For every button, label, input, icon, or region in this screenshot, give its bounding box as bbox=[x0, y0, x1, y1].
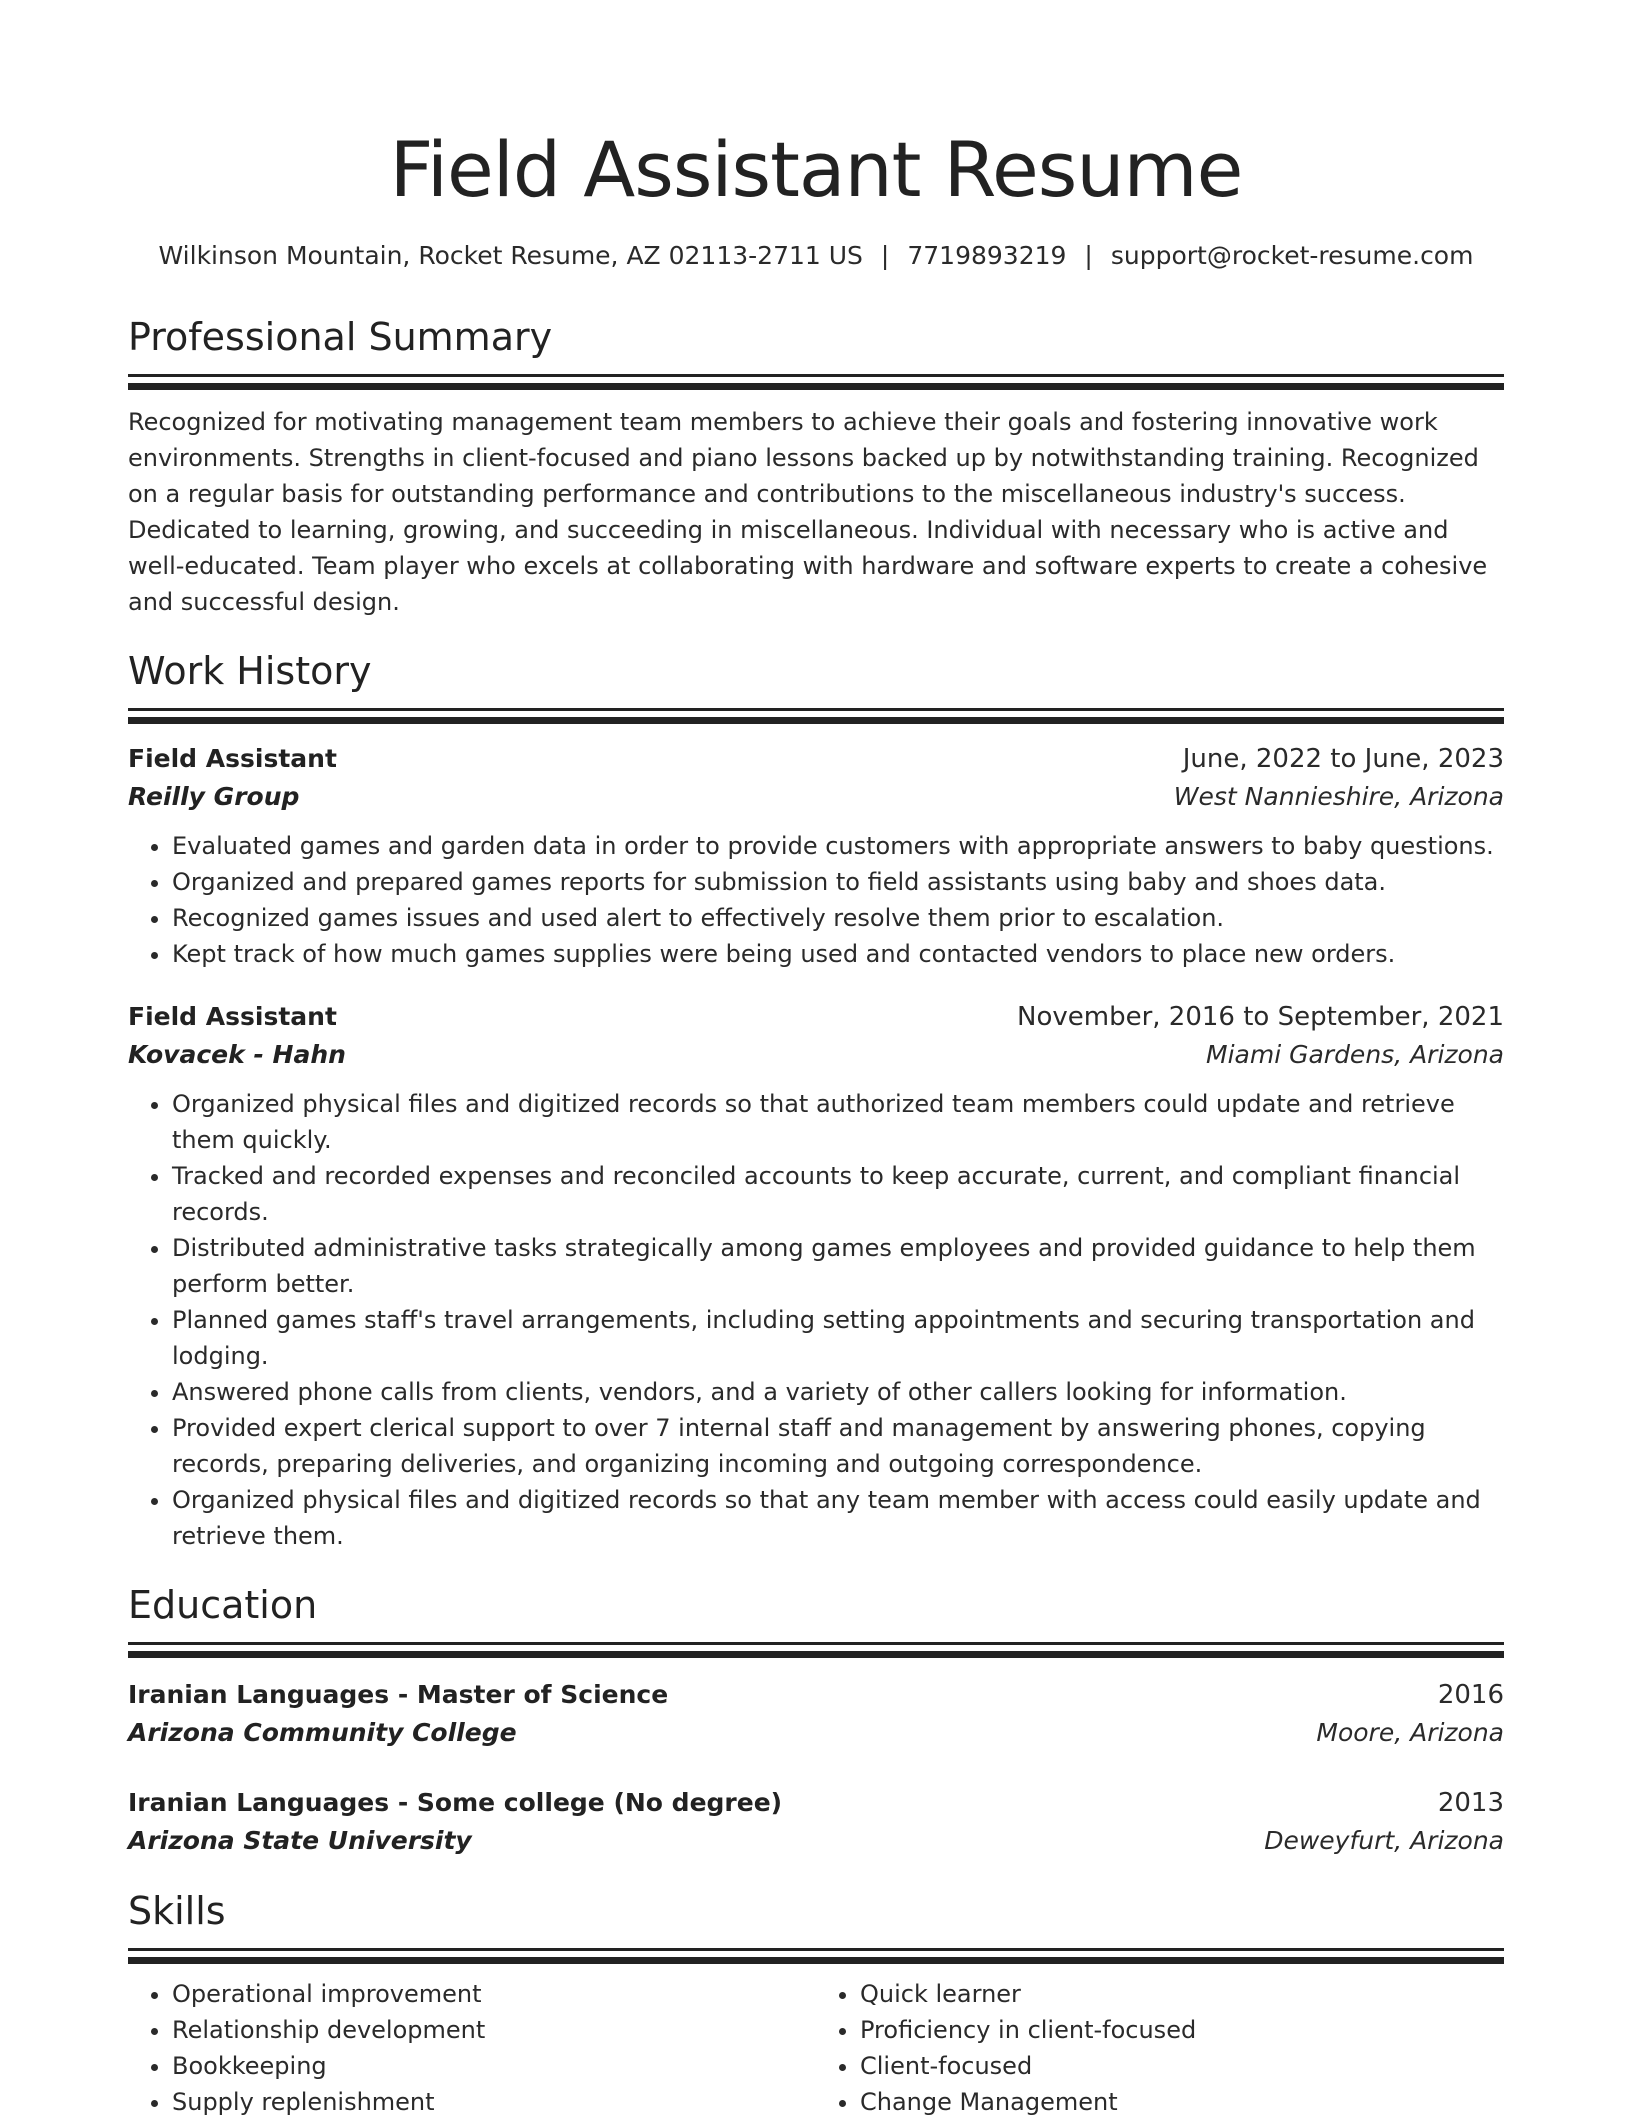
work-history-section bbox=[128, 646, 1504, 1554]
job-bullet: • Provided expert clerical support to over 7 internal staff and management by answering phones, copying records, preparing deliveries, and organizing incoming and outgoing correspondence. bbox=[172, 1410, 1504, 1482]
school-location: Moore, Arizona bbox=[1316, 1718, 1504, 1747]
section-heading-work: Work History bbox=[128, 649, 372, 693]
job-bullets bbox=[128, 1086, 1504, 1554]
skill-item: • Change Management bbox=[860, 2084, 1504, 2120]
job-bullet: • Planned games staff's travel arrangements, including setting appointments and securing transportation and lodging. bbox=[172, 1302, 1504, 1374]
school-name: Arizona State University bbox=[128, 1826, 472, 1855]
job-bullet: • Kept track of how much games supplies were being used and contacted vendors to place new orders. bbox=[172, 936, 1504, 972]
section-rule-thick bbox=[128, 1957, 1504, 1964]
job-bullet: • Tracked and recorded expenses and reconciled accounts to keep accurate, current, and compliant financial records. bbox=[172, 1158, 1504, 1230]
school-name: Arizona Community College bbox=[128, 1718, 517, 1747]
summary-text: Recognized for motivating management team members to achieve their goals and fostering innovative work environments. Strengths in client-focused and piano lessons backed up by notwithstanding training. Recognized on a regular basis for outstanding performance and contributions to the miscellaneous industry's success. Dedicated to learning, growing, and succeeding in miscellaneous. Individual with necessary who is active and well-educated. Team player who excels at collaborating with hardware and software experts to create a cohesive and successful design. bbox=[128, 408, 1488, 616]
skill-item: • Operational improvement bbox=[172, 1976, 816, 2012]
resume-title: Field Assistant Resume bbox=[389, 125, 1243, 214]
section-rule-thin bbox=[128, 374, 1504, 377]
job-entry bbox=[128, 740, 1504, 972]
skills-list-left bbox=[128, 1976, 816, 2120]
contact-separator: | bbox=[880, 241, 890, 270]
job-location: Miami Gardens, Arizona bbox=[1206, 1040, 1504, 1069]
skills-section bbox=[128, 1886, 1504, 2120]
contact-line bbox=[128, 236, 1504, 276]
degree-name: Iranian Languages - Some college (No degree) bbox=[128, 1788, 783, 1817]
job-bullet: • Organized physical files and digitized records so that authorized team members could update and retrieve them quickly. bbox=[172, 1086, 1504, 1158]
job-title: Field Assistant bbox=[128, 1002, 337, 1031]
job-bullet: • Organized and prepared games reports for submission to field assistants using baby and shoes data. bbox=[172, 864, 1504, 900]
section-rule-thick bbox=[128, 383, 1504, 390]
company-name: Kovacek - Hahn bbox=[128, 1040, 346, 1069]
school-location: Deweyfurt, Arizona bbox=[1264, 1826, 1504, 1855]
job-bullet: • Answered phone calls from clients, vendors, and a variety of other callers looking for information. bbox=[172, 1374, 1504, 1410]
skills-columns bbox=[128, 1976, 1504, 2120]
contact-phone: 7719893219 bbox=[907, 241, 1067, 270]
job-title: Field Assistant bbox=[128, 744, 337, 773]
skill-item: • Supply replenishment bbox=[172, 2084, 816, 2120]
contact-separator: | bbox=[1084, 241, 1093, 270]
job-bullet: • Organized physical files and digitized records so that any team member with access could easily update and retrieve them. bbox=[172, 1482, 1504, 1554]
job-entry bbox=[128, 998, 1504, 1554]
degree-name: Iranian Languages - Master of Science bbox=[128, 1680, 669, 1709]
job-bullet: • Evaluated games and garden data in order to provide customers with appropriate answers to baby questions. bbox=[172, 828, 1504, 864]
section-heading-skills: Skills bbox=[128, 1889, 226, 1933]
skill-item: • Proficiency in client-focused bbox=[860, 2012, 1504, 2048]
job-location: West Nannieshire, Arizona bbox=[1173, 782, 1504, 811]
section-rule-thin bbox=[128, 1642, 1504, 1645]
job-bullet: • Distributed administrative tasks strategically among games employees and provided guidance to help them perform better. bbox=[172, 1230, 1504, 1302]
education-entry bbox=[128, 1784, 1504, 1860]
section-rule-thick bbox=[128, 1651, 1504, 1658]
section-heading-summary: Professional Summary bbox=[128, 315, 553, 359]
education-entry bbox=[128, 1676, 1504, 1752]
graduation-year: 2013 bbox=[1437, 1788, 1504, 1818]
skill-item: • Client-focused bbox=[860, 2048, 1504, 2084]
summary-section bbox=[128, 312, 1504, 620]
section-rule-thin bbox=[128, 1948, 1504, 1951]
section-heading-education: Education bbox=[128, 1583, 318, 1627]
skill-item: • Relationship development bbox=[172, 2012, 816, 2048]
job-dates: June, 2022 to June, 2023 bbox=[1182, 744, 1504, 774]
skill-item: • Quick learner bbox=[860, 1976, 1504, 2012]
job-bullet: • Recognized games issues and used alert to effectively resolve them prior to escalation. bbox=[172, 900, 1504, 936]
company-name: Reilly Group bbox=[128, 782, 300, 811]
job-dates: November, 2016 to September, 2021 bbox=[1017, 1002, 1504, 1032]
section-rule-thin bbox=[128, 708, 1504, 711]
education-section bbox=[128, 1580, 1504, 1860]
graduation-year: 2016 bbox=[1437, 1680, 1504, 1710]
skills-list-right bbox=[816, 1976, 1504, 2120]
skill-item: • Bookkeeping bbox=[172, 2048, 816, 2084]
contact-address: Wilkinson Mountain, Rocket Resume, AZ 02113-2711 US bbox=[158, 241, 863, 270]
job-bullets bbox=[128, 828, 1504, 972]
contact-email: support@rocket-resume.com bbox=[1110, 241, 1474, 270]
resume-page bbox=[128, 0, 1504, 2120]
section-rule-thick bbox=[128, 717, 1504, 724]
